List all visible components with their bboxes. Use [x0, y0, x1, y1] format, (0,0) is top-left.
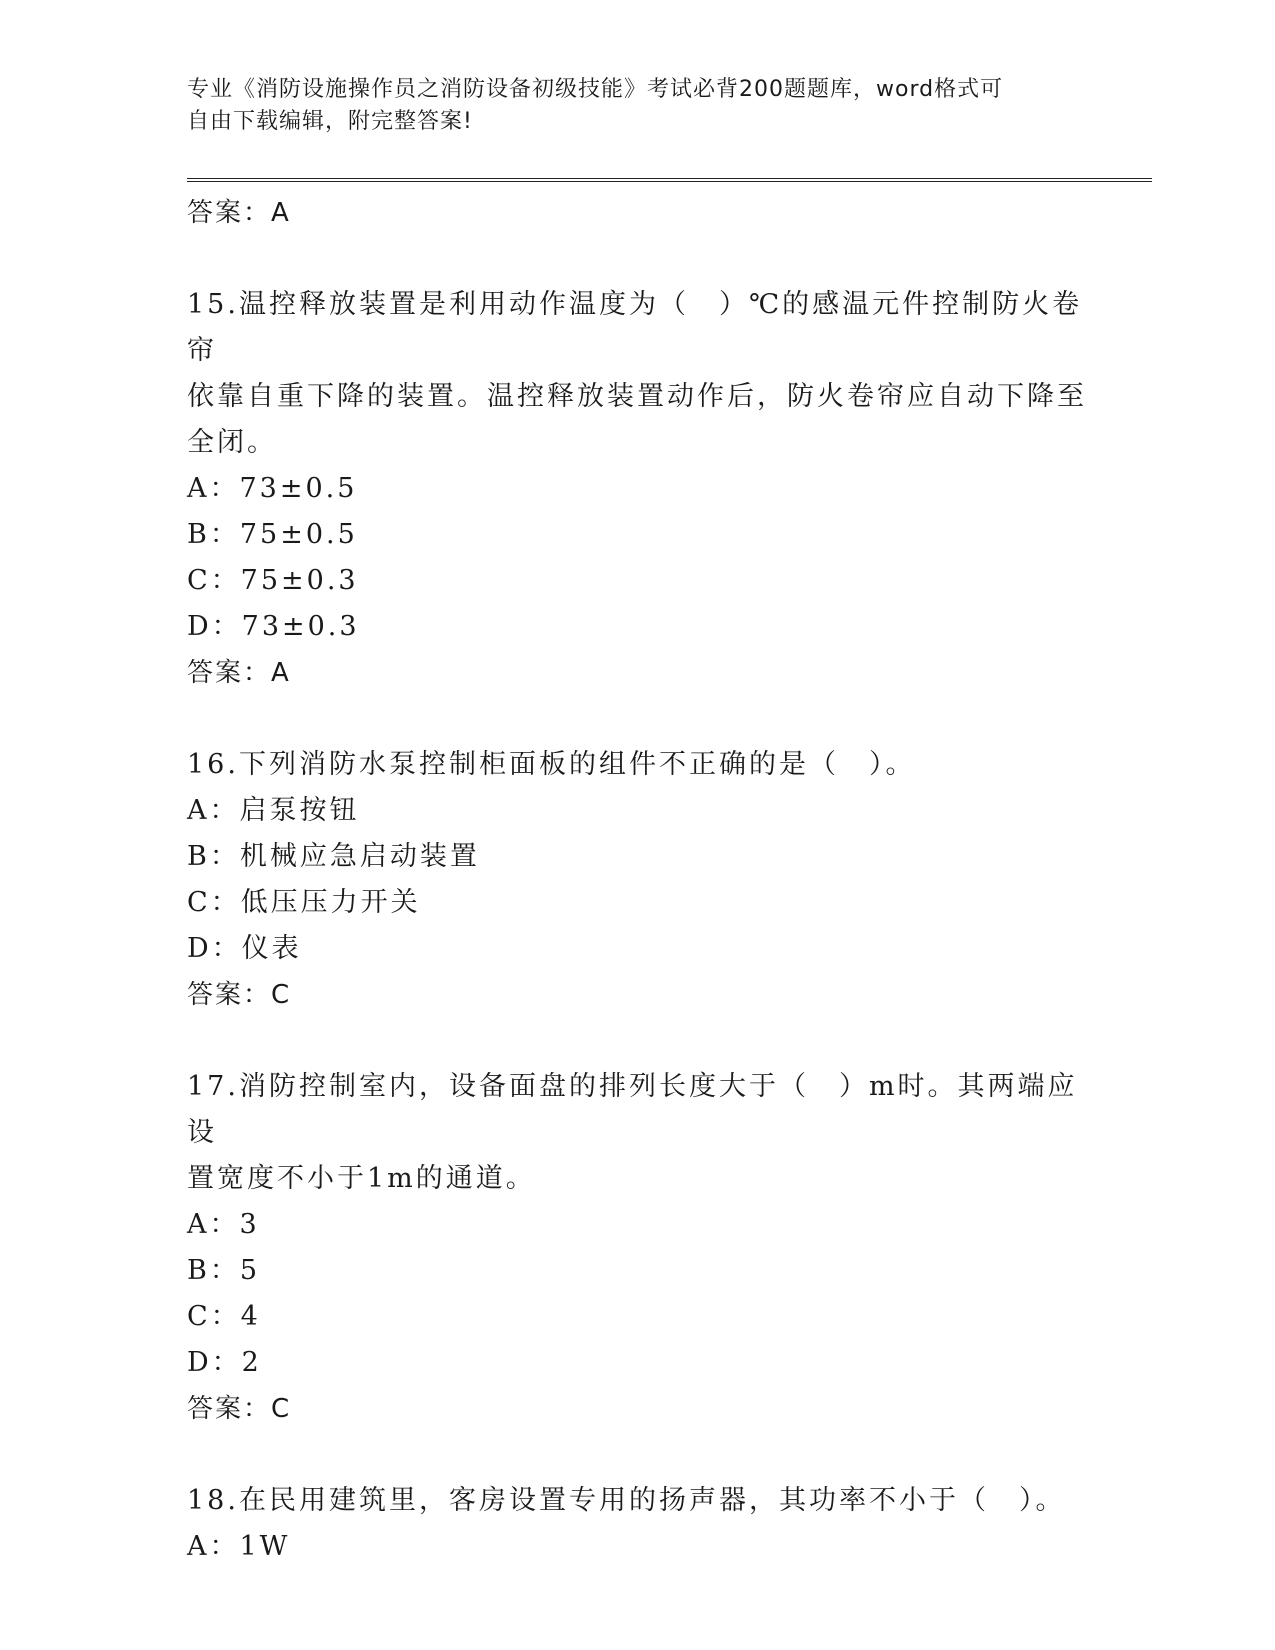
option-a: A：3: [187, 1209, 260, 1240]
question-stem: [187, 282, 1087, 466]
stem-line: 17.消防控制室内，设备面盘的排列长度大于（ ）m时。其两端应设: [187, 1071, 1078, 1148]
option-d: D：73±0.3: [187, 611, 360, 642]
option-c: C：低压压力开关: [187, 887, 421, 918]
answer-line: 答案：A: [187, 658, 291, 688]
option-a: A：启泵按钮: [187, 795, 360, 826]
option-b: B：75±0.5: [187, 519, 358, 550]
option-b: B：5: [187, 1255, 261, 1286]
header-line: 自由下载编辑，附完整答案!: [187, 109, 473, 134]
stem-line: 18.在民用建筑里，客房设置专用的扬声器，其功率不小于（ ）。: [187, 1485, 1066, 1516]
answer-line: 答案：C: [187, 980, 292, 1010]
question-16: [187, 742, 1087, 1018]
stem-line: 全闭。: [187, 427, 277, 458]
option-c: C：75±0.3: [187, 565, 359, 596]
question-18: [187, 1478, 1087, 1570]
header-line: 专业《消防设施操作员之消防设备初级技能》考试必背200题题库，word格式可: [187, 77, 1004, 102]
question-15: [187, 282, 1087, 696]
option-a: A：1W: [187, 1531, 291, 1562]
header-divider: [187, 178, 1152, 182]
stem-line: 15.温控释放装置是利用动作温度为（ ）℃的感温元件控制防火卷帘: [187, 289, 1083, 366]
answer-line: 答案：A: [187, 198, 291, 228]
question-stem: [187, 1064, 1087, 1202]
page-header: [187, 74, 1087, 138]
stem-line: 依靠自重下降的装置。温控释放装置动作后，防火卷帘应自动下降至: [187, 381, 1087, 412]
stem-line: 置宽度不小于1m的通道。: [187, 1163, 536, 1194]
option-b: B：机械应急启动装置: [187, 841, 480, 872]
option-d: D：仪表: [187, 933, 302, 964]
question-list: [187, 190, 1087, 1570]
question-stem: [187, 742, 1087, 788]
stem-line: 16.下列消防水泵控制柜面板的组件不正确的是（ ）。: [187, 749, 916, 780]
option-c: C：4: [187, 1301, 261, 1332]
question-17: [187, 1064, 1087, 1432]
question-stem: [187, 1478, 1087, 1524]
option-a: A：73±0.5: [187, 473, 358, 504]
option-d: D：2: [187, 1347, 262, 1378]
answer-line: 答案：C: [187, 1394, 292, 1424]
